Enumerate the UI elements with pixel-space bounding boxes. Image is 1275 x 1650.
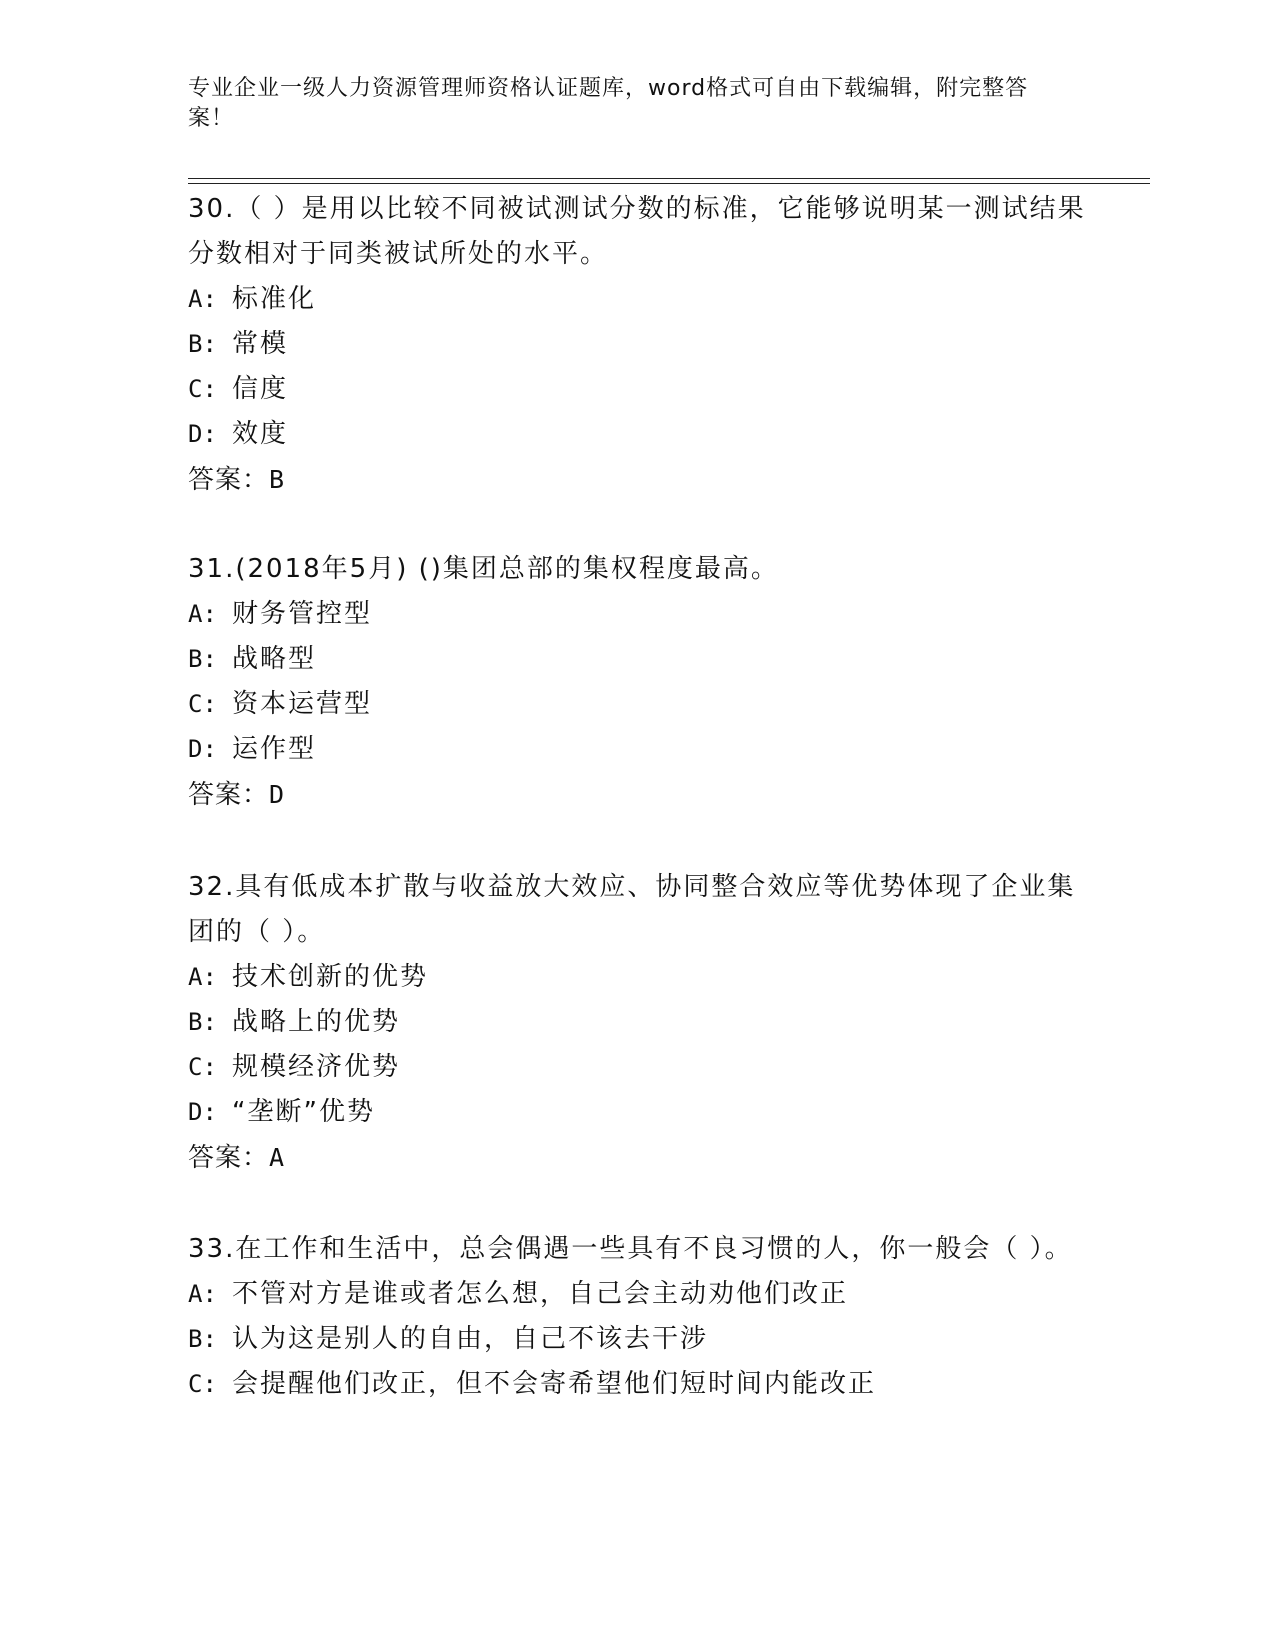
option-letter: C: [188,375,217,403]
option-b [188,637,1088,682]
option-text: 规模经济优势 [232,1052,401,1082]
question-stem: 30.（ ）是用以比较不同被试测试分数的标准，它能够说明某一测试结果分数相对于同类被试所处的水平。 [188,194,1086,269]
question-stem: 31.(2018年5月) ()集团总部的集权程度最高。 [188,554,779,584]
option-letter: A: [188,600,217,628]
option-text: 战略型 [232,644,317,674]
option-c [188,367,1088,412]
option-letter: D: [188,735,217,763]
option-text: 效度 [232,419,289,449]
option-text: 财务管控型 [232,599,373,629]
question-33 [188,1227,1088,1407]
answer-value: A [269,1143,286,1172]
option-letter: B: [188,330,217,358]
option-letter: A: [188,285,217,313]
option-text: 认为这是别人的自由，自己不该去干涉 [232,1324,709,1354]
option-letter: C: [188,1053,217,1081]
option-text: 资本运营型 [232,689,373,719]
answer-label: 答案： [188,780,270,810]
option-d [188,1090,1088,1135]
option-letter: C: [188,690,217,718]
question-stem: 33.在工作和生活中，总会偶遇一些具有不良习惯的人，你一般会（ ）。 [188,1234,1073,1264]
header-note: 专业企业一级人力资源管理师资格认证题库，word格式可自由下载编辑，附完整答案！ [188,76,1029,131]
option-c [188,682,1088,727]
answer-line [188,772,1088,818]
option-letter: D: [188,420,217,448]
answer-line [188,457,1088,503]
answer-line [188,1135,1088,1181]
answer-label: 答案： [188,1143,270,1173]
option-letter: B: [188,1325,217,1353]
option-a [188,1272,1088,1317]
answer-label: 答案： [188,465,270,495]
option-text: 会提醒他们改正，但不会寄希望他们短时间内能改正 [232,1369,877,1399]
question-31 [188,547,1088,818]
option-text: 运作型 [232,734,317,764]
header-rule-top [188,178,1150,179]
option-letter: B: [188,645,217,673]
answer-value: B [269,465,286,494]
option-text: “垄断”优势 [232,1097,375,1127]
option-b [188,1317,1088,1362]
question-stem: 32.具有低成本扩散与收益放大效应、协同整合效应等优势体现了企业集团的（ ）。 [188,872,1076,947]
option-c [188,1362,1088,1407]
option-text: 信度 [232,374,289,404]
header-rule-bottom [188,183,1150,184]
option-text: 技术创新的优势 [232,962,429,992]
answer-value: D [269,780,286,809]
option-b [188,1000,1088,1045]
option-text: 标准化 [232,284,317,314]
option-b [188,322,1088,367]
option-letter: A: [188,963,217,991]
question-32 [188,865,1088,1181]
option-letter: B: [188,1008,217,1036]
option-letter: D: [188,1098,217,1126]
option-d [188,727,1088,772]
option-letter: C: [188,1370,217,1398]
option-a [188,592,1088,637]
option-text: 常模 [232,329,289,359]
option-text: 战略上的优势 [232,1007,401,1037]
option-text: 不管对方是谁或者怎么想，自己会主动劝他们改正 [232,1279,849,1309]
option-a [188,277,1088,322]
option-letter: A: [188,1280,217,1308]
question-30 [188,187,1088,503]
option-a [188,955,1088,1000]
option-c [188,1045,1088,1090]
option-d [188,412,1088,457]
